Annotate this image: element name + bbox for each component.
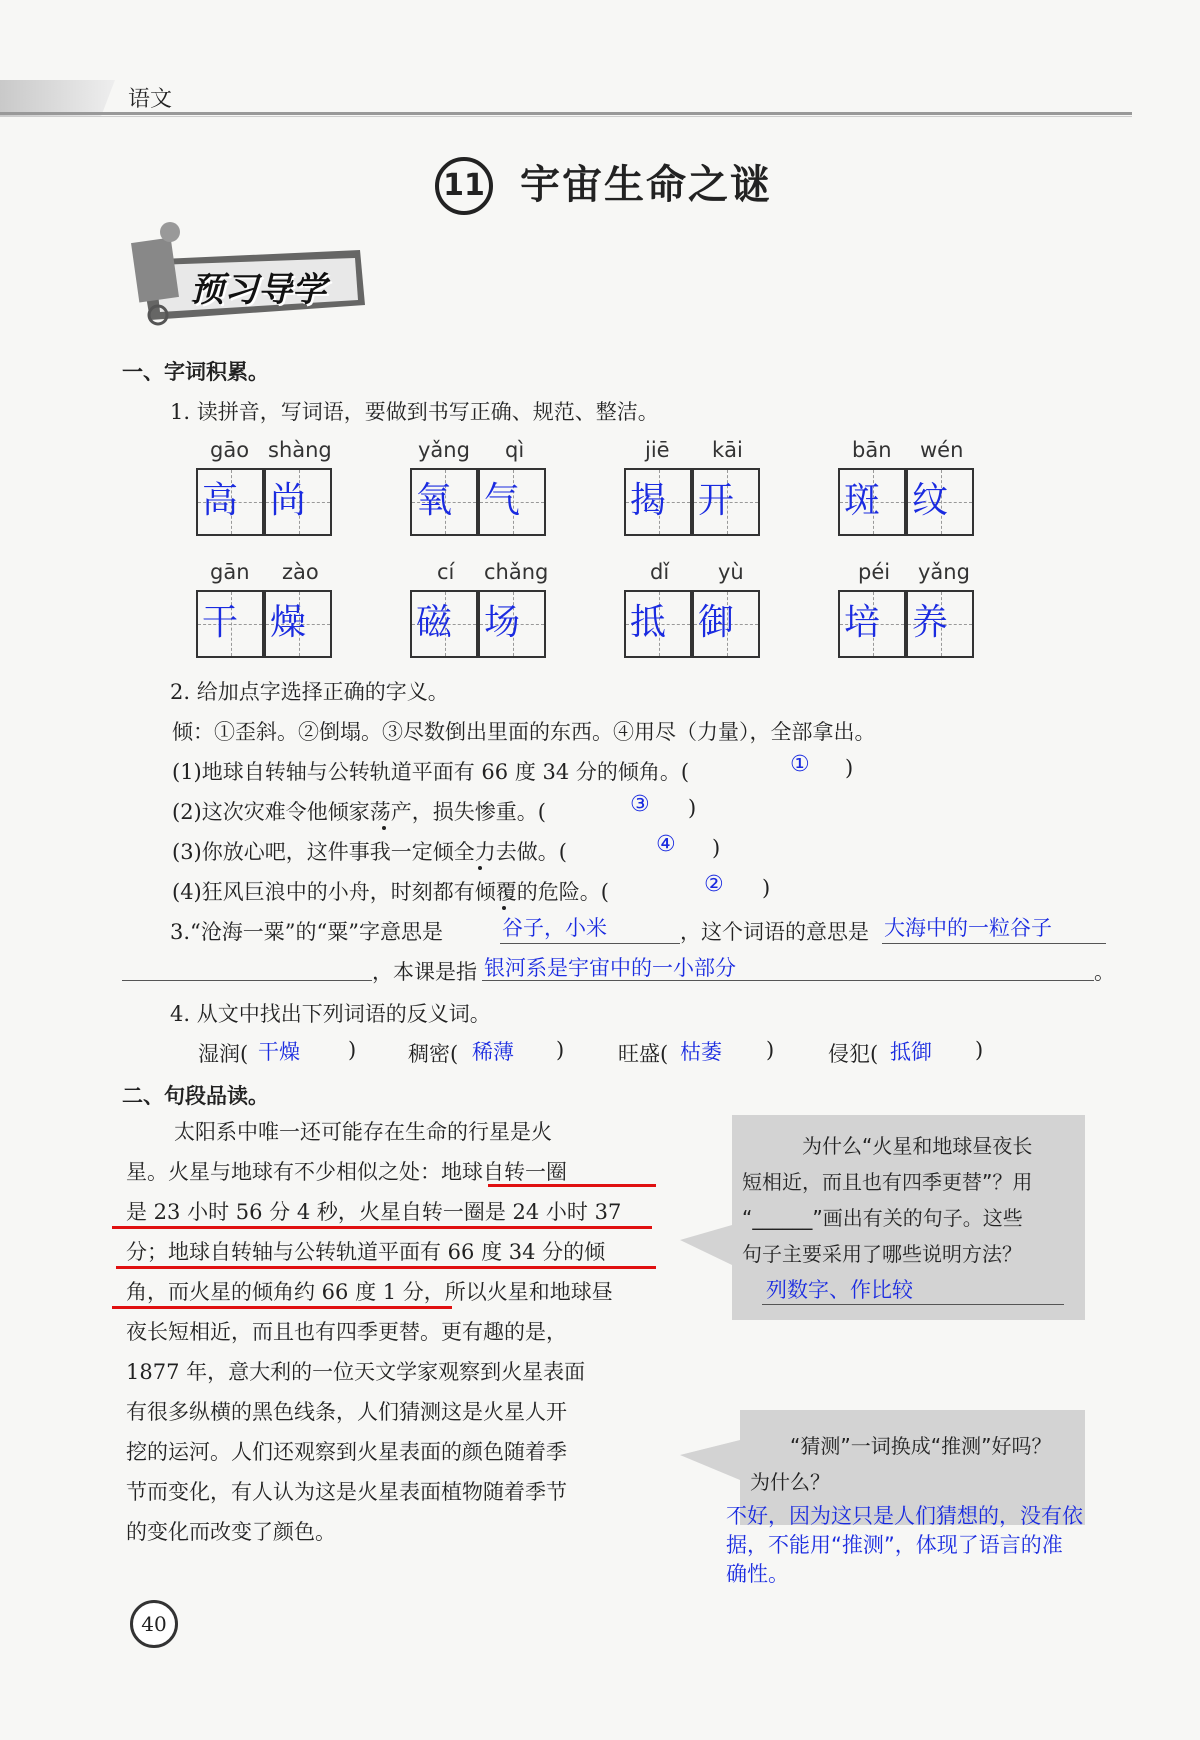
section2-title: 二、句段品读。 xyxy=(122,1084,269,1108)
callout-answer: 列数字、作比较 xyxy=(766,1278,913,1302)
written-char: 纹 xyxy=(912,480,949,521)
emphasis-dot xyxy=(478,866,482,870)
callout-answer-line: 确性。 xyxy=(726,1562,789,1586)
q3-part3: ，本课是指 xyxy=(372,960,477,984)
pinyin: chǎng xyxy=(484,560,549,584)
q3-answer2: 大海中的一粒谷子 xyxy=(884,916,1052,940)
red-underline xyxy=(116,1266,656,1269)
writing-cell[interactable] xyxy=(478,468,546,536)
q2-item: (4)狂风巨浪中的小舟，时刻都有倾覆的危险。( xyxy=(172,880,609,904)
q3-end: 。 xyxy=(1094,960,1115,984)
passage-line: 的变化而改变了颜色。 xyxy=(126,1520,336,1544)
q2-meanings: 倾：①歪斜。②倒塌。③尽数倒出里面的东西。④用尽（力量），全部拿出。 xyxy=(172,720,876,744)
answer-underline xyxy=(762,1304,1064,1305)
pinyin: yǎng xyxy=(918,560,970,584)
lesson-title: 宇宙生命之谜 xyxy=(520,161,772,208)
q2-close: ) xyxy=(845,756,854,780)
q2-answer: ③ xyxy=(630,792,650,817)
callout-line: 句子主要采用了哪些说明方法？ xyxy=(742,1242,1022,1266)
q2-close: ) xyxy=(712,836,721,860)
antonym-close: ) xyxy=(348,1038,357,1062)
passage xyxy=(126,1112,666,1552)
written-char: 御 xyxy=(698,602,735,643)
callout-line: 短相近，而且也有四季更替”？用 xyxy=(742,1170,1033,1194)
pinyin: gāo xyxy=(210,438,250,462)
writing-cell[interactable] xyxy=(838,468,906,536)
q2-close: ) xyxy=(762,876,771,900)
passage-line: 1877 年，意大利的一位天文学家观察到火星表面 xyxy=(126,1360,586,1384)
callout-line: 为什么？ xyxy=(750,1470,830,1494)
q2-item: (1)地球自转轴与公转轨道平面有 66 度 34 分的倾角。( xyxy=(172,760,690,784)
answer-underline xyxy=(882,943,1106,944)
antonym-answer: 枯萎 xyxy=(680,1040,722,1064)
passage-line: 节而变化，有人认为这是火星表面植物随着季节 xyxy=(126,1480,567,1504)
q2-answer: ② xyxy=(704,872,724,897)
writing-cell[interactable] xyxy=(692,590,760,658)
passage-line: 夜长短相近，而且也有四季更替。更有趣的是， xyxy=(126,1320,567,1344)
section1-title: 一、字词积累。 xyxy=(122,360,269,384)
banner-title: 预习导学 xyxy=(190,270,326,310)
written-char: 场 xyxy=(484,602,521,643)
q1-prompt: 1. 读拼音，写词语，要做到书写正确、规范、整洁。 xyxy=(170,400,659,424)
antonym-close: ) xyxy=(975,1038,984,1062)
writing-cell[interactable] xyxy=(410,468,478,536)
writing-cell[interactable] xyxy=(196,468,264,536)
page-number: 40 xyxy=(130,1600,178,1648)
pinyin: péi xyxy=(858,560,891,584)
callout-question xyxy=(742,1128,1082,1272)
writing-cell[interactable] xyxy=(906,468,974,536)
q3-answer1: 谷子，小米 xyxy=(502,916,607,940)
callout-question xyxy=(750,1428,1090,1500)
pinyin: wén xyxy=(920,438,964,462)
written-char: 尚 xyxy=(270,480,307,521)
passage-line: 挖的运河。人们还观察到火星表面的颜色随着季 xyxy=(126,1440,567,1464)
answer-underline xyxy=(500,943,680,944)
callout-line: “猜测”一词换成“推测”好吗？ xyxy=(790,1434,1052,1458)
q3-part1: 3.“沧海一粟”的“粟”字意思是 xyxy=(170,920,443,944)
emphasis-dot xyxy=(382,826,386,830)
antonym-word: 旺盛( xyxy=(618,1042,669,1066)
written-char: 抵 xyxy=(630,602,667,643)
pinyin: cí xyxy=(437,560,455,584)
written-char: 开 xyxy=(698,480,735,521)
emphasis-dot xyxy=(502,906,506,910)
written-char: 斑 xyxy=(844,480,881,521)
q2-answer: ① xyxy=(790,752,810,777)
subject-label: 语文 xyxy=(128,87,173,112)
writing-cell[interactable] xyxy=(624,590,692,658)
red-underline xyxy=(112,1306,452,1309)
antonym-answer: 抵御 xyxy=(890,1040,932,1064)
antonym-close: ) xyxy=(556,1038,565,1062)
passage-line: 太阳系中唯一还可能存在生命的行星是火 xyxy=(174,1120,552,1144)
passage-line: 星。火星与地球有不少相似之处：地球自转一圈 xyxy=(126,1160,567,1184)
antonym-answer: 稀薄 xyxy=(472,1040,514,1064)
written-char: 培 xyxy=(844,602,881,643)
callout-line: “______”画出有关的句子。这些 xyxy=(742,1206,1023,1230)
header-decoration xyxy=(0,80,115,116)
written-char: 养 xyxy=(912,602,949,643)
q4-prompt: 4. 从文中找出下列词语的反义词。 xyxy=(170,1002,491,1026)
header-rule-thin xyxy=(0,116,1132,117)
q2-item: (2)这次灾难令他倾家荡产，损失惨重。( xyxy=(172,800,546,824)
q2-item: (3)你放心吧，这件事我一定倾全力去做。( xyxy=(172,840,567,864)
pinyin: kāi xyxy=(712,438,743,462)
callout-answer-line: 不好，因为这只是人们猜想的，没有依 xyxy=(726,1504,1083,1528)
written-char: 气 xyxy=(484,480,521,521)
antonym-close: ) xyxy=(766,1038,775,1062)
answer-underline xyxy=(122,980,372,981)
q3-answer3: 银河系是宇宙中的一小部分 xyxy=(484,956,736,980)
q2-prompt: 2. 给加点字选择正确的字义。 xyxy=(170,680,449,704)
writing-cell[interactable] xyxy=(410,590,478,658)
passage-line: 有很多纵横的黑色线条，人们猜测这是火星人开 xyxy=(126,1400,567,1424)
antonym-answer: 干燥 xyxy=(258,1040,300,1064)
written-char: 燥 xyxy=(270,602,307,643)
writing-cell[interactable] xyxy=(692,468,760,536)
pinyin: bān xyxy=(852,438,892,462)
writing-cell[interactable] xyxy=(838,590,906,658)
antonym-word: 稠密( xyxy=(408,1042,459,1066)
writing-cell[interactable] xyxy=(264,468,332,536)
writing-cell[interactable] xyxy=(264,590,332,658)
written-char: 高 xyxy=(202,480,239,521)
written-char: 干 xyxy=(202,602,239,643)
lesson-number: 11 xyxy=(435,157,493,215)
pinyin: gān xyxy=(210,560,250,584)
pinyin: yǎng xyxy=(418,438,470,462)
q2-close: ) xyxy=(688,796,697,820)
q2-answer: ④ xyxy=(656,832,676,857)
pinyin: yù xyxy=(718,560,744,584)
writing-cell[interactable] xyxy=(624,468,692,536)
callout-line: 为什么“火星和地球昼夜长 xyxy=(802,1134,1033,1158)
writing-cell[interactable] xyxy=(906,590,974,658)
callout-answer xyxy=(726,1502,1083,1589)
pinyin: jiē xyxy=(645,438,670,462)
written-char: 氧 xyxy=(416,480,453,521)
passage-line: 角，而火星的倾角约 66 度 1 分，所以火星和地球昼 xyxy=(126,1280,613,1304)
written-char: 磁 xyxy=(416,602,453,643)
pinyin: shàng xyxy=(268,438,332,462)
q3-part2: ，这个词语的意思是 xyxy=(680,920,869,944)
pinyin: zào xyxy=(282,560,319,584)
pinyin: dǐ xyxy=(650,560,670,584)
writing-cell[interactable] xyxy=(478,590,546,658)
antonym-word: 侵犯( xyxy=(828,1042,879,1066)
antonym-word: 湿润( xyxy=(198,1042,249,1066)
writing-cell[interactable] xyxy=(196,590,264,658)
red-underline xyxy=(488,1184,656,1187)
answer-underline xyxy=(482,980,1094,981)
pinyin: qì xyxy=(505,438,525,462)
red-underline xyxy=(112,1226,652,1229)
callout-answer-line: 据，不能用“推测”，体现了语言的准 xyxy=(726,1533,1063,1557)
passage-line: 分；地球自转轴与公转轨道平面有 66 度 34 分的倾 xyxy=(126,1240,606,1264)
passage-line: 是 23 小时 56 分 4 秒，火星自转一圈是 24 小时 37 xyxy=(126,1200,622,1224)
written-char: 揭 xyxy=(630,480,667,521)
